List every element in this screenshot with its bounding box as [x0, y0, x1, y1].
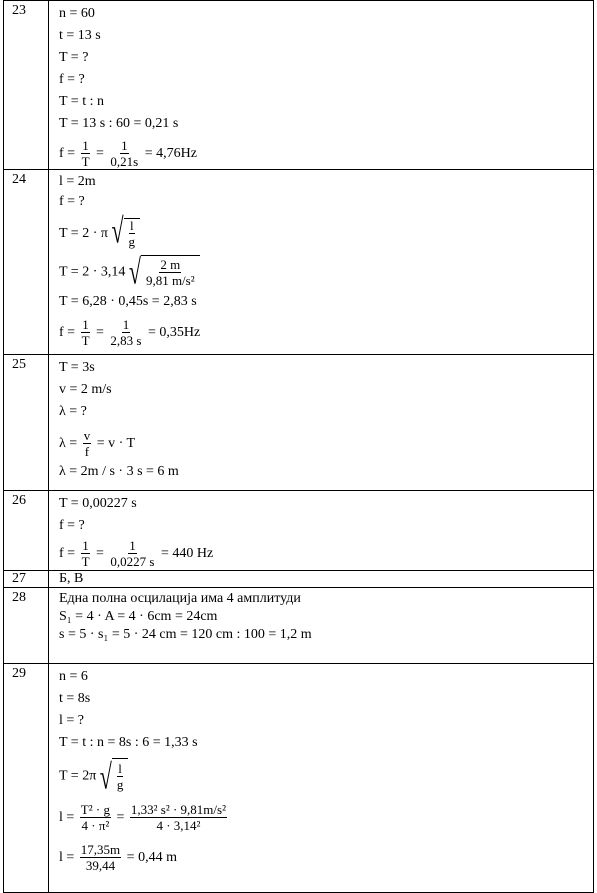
fraction-numerator: 17,35m: [80, 841, 121, 857]
table-row: [4, 355, 594, 491]
fraction-denominator: g: [128, 234, 136, 249]
fraction-numerator: l: [118, 760, 122, 776]
row-number: 24: [4, 170, 49, 355]
formula-text: =: [96, 325, 104, 341]
row-number: 28: [4, 588, 49, 664]
fraction-denominator: 0,0227 s: [110, 554, 155, 569]
formula-text: = 0,44 m: [126, 850, 177, 865]
formula-line: T = 3s: [59, 360, 95, 375]
fraction: [83, 429, 92, 459]
formula-line: l = ?: [59, 713, 84, 728]
formula-text: = 0,35Hz: [147, 325, 201, 341]
fraction-numerator: 1: [129, 538, 136, 553]
fraction-numerator: 1: [121, 138, 128, 153]
row-number: 23: [4, 1, 49, 170]
formula-text: =: [116, 810, 125, 825]
fraction-denominator: 2,83 s: [110, 333, 142, 349]
formula-line: T = 6,28 · 0,45s = 2,83 s: [59, 294, 197, 310]
formula-line: [59, 139, 593, 169]
fraction-numerator: 1: [82, 538, 89, 553]
row-content: [49, 355, 594, 491]
formula-text: f =: [59, 546, 76, 562]
fraction-denominator: T: [81, 154, 90, 169]
formula-text: T = 2 · π: [59, 225, 108, 241]
formula-line: [59, 210, 593, 251]
formula-line: f = ?: [59, 518, 85, 533]
fraction-denominator: 0,21s: [110, 154, 139, 169]
formula-line: Една полна осцилација има 4 амплитуди: [59, 591, 301, 606]
formula-line: t = 13 s: [59, 28, 101, 43]
formula-text: T = 2 · 3,14: [59, 264, 126, 280]
square-root: √ $\frac{l}{g}$: [111, 218, 140, 249]
fraction: [109, 539, 155, 569]
formula-text: f =: [59, 146, 76, 162]
fraction-denominator: 39,44: [85, 857, 116, 873]
formula-line: T = t : n: [59, 94, 104, 109]
fraction-numerator: 1: [82, 317, 89, 333]
fraction: [80, 843, 121, 873]
formula-line: [59, 758, 593, 795]
formula-line: λ = 2m / s · 3 s = 6 m: [59, 464, 179, 479]
formula-line: n = 6: [59, 669, 88, 684]
fraction: [81, 139, 91, 169]
formula-line: f = ?: [59, 194, 85, 209]
row-number: 25: [4, 355, 49, 491]
formula-line: S₁ = 4 · A = 4 · 6cm = 24cm: [59, 609, 218, 624]
formula-text: f =: [59, 325, 76, 341]
formula-text: l =: [59, 810, 75, 825]
fraction-denominator: 4 · 3,14²: [156, 817, 201, 833]
row-content: [49, 664, 594, 893]
row-content: [49, 571, 594, 588]
row-number: 29: [4, 664, 49, 893]
formula-line: l = 2m: [59, 174, 96, 189]
formula-text: = 440 Hz: [160, 546, 214, 562]
formula-line: [59, 841, 593, 875]
formula-text: λ =: [59, 436, 78, 451]
formula-text: l =: [59, 850, 75, 865]
formula-line: λ = ?: [59, 404, 87, 419]
formula-line: [59, 801, 593, 835]
fraction-numerator: 1,33² s² · 9,81m/s²: [130, 801, 226, 817]
formula-line: T = ?: [59, 50, 89, 65]
fraction-denominator: 9,81 m/s²: [145, 273, 195, 288]
fraction-denominator: T: [81, 333, 90, 349]
table-row: [4, 1, 594, 170]
fraction: [80, 803, 111, 833]
fraction: [130, 803, 227, 833]
fraction: [81, 318, 91, 348]
fraction-denominator: T: [81, 554, 90, 569]
formula-line: s = 5 · s₁ = 5 · 24 cm = 120 cm : 100 = 1,2 m: [59, 627, 312, 642]
row-content: [49, 588, 594, 664]
fraction-numerator: 2 m: [160, 257, 181, 272]
formula-line: [59, 318, 593, 348]
fraction-denominator: g: [116, 776, 124, 792]
formula-text: =: [96, 146, 104, 162]
row-content: [49, 1, 594, 170]
answer-text: Б, В: [59, 571, 84, 586]
formula-line: v = 2 m/s: [59, 382, 112, 397]
formula-text: T = 2π: [59, 768, 97, 784]
fraction-numerator: T² · g: [80, 801, 110, 817]
table-row: [4, 571, 594, 588]
fraction: [81, 539, 91, 569]
row-number: 26: [4, 491, 49, 571]
formula-text: = v · T: [96, 436, 136, 451]
fraction-numerator: 1: [122, 317, 130, 333]
formula-line: [59, 427, 593, 461]
formula-text: =: [96, 546, 104, 562]
fraction: [109, 318, 142, 348]
formula-line: n = 60: [59, 6, 95, 21]
formula-line: [59, 251, 593, 292]
table-row: [4, 588, 594, 664]
solutions-table: [3, 0, 594, 893]
table-row: [4, 491, 594, 571]
fraction-denominator: f: [84, 443, 90, 459]
fraction-numerator: l: [129, 218, 134, 233]
fraction-numerator: v: [83, 427, 91, 443]
fraction: [109, 139, 139, 169]
formula-line: T = 0,00227 s: [59, 496, 137, 511]
formula-line: f = ?: [59, 72, 85, 87]
table-row: [4, 664, 594, 893]
square-root: √ $\frac{2 m}{\text{9,81 m/s²}}$: [129, 255, 200, 290]
row-content: [49, 491, 594, 571]
formula-line: t = 8s: [59, 691, 91, 706]
row-content: [49, 170, 594, 355]
formula-text: = 4,76Hz: [144, 146, 197, 162]
row-number: 27: [4, 571, 49, 588]
fraction-numerator: 1: [82, 138, 89, 153]
square-root: √ $\frac{l}{g}$: [100, 758, 129, 795]
formula-line: T = 13 s : 60 = 0,21 s: [59, 116, 179, 131]
fraction-denominator: 4 · π²: [81, 817, 110, 833]
formula-line: [59, 539, 593, 569]
table-row: [4, 170, 594, 355]
formula-line: T = t : n = 8s : 6 = 1,33 s: [59, 735, 198, 750]
